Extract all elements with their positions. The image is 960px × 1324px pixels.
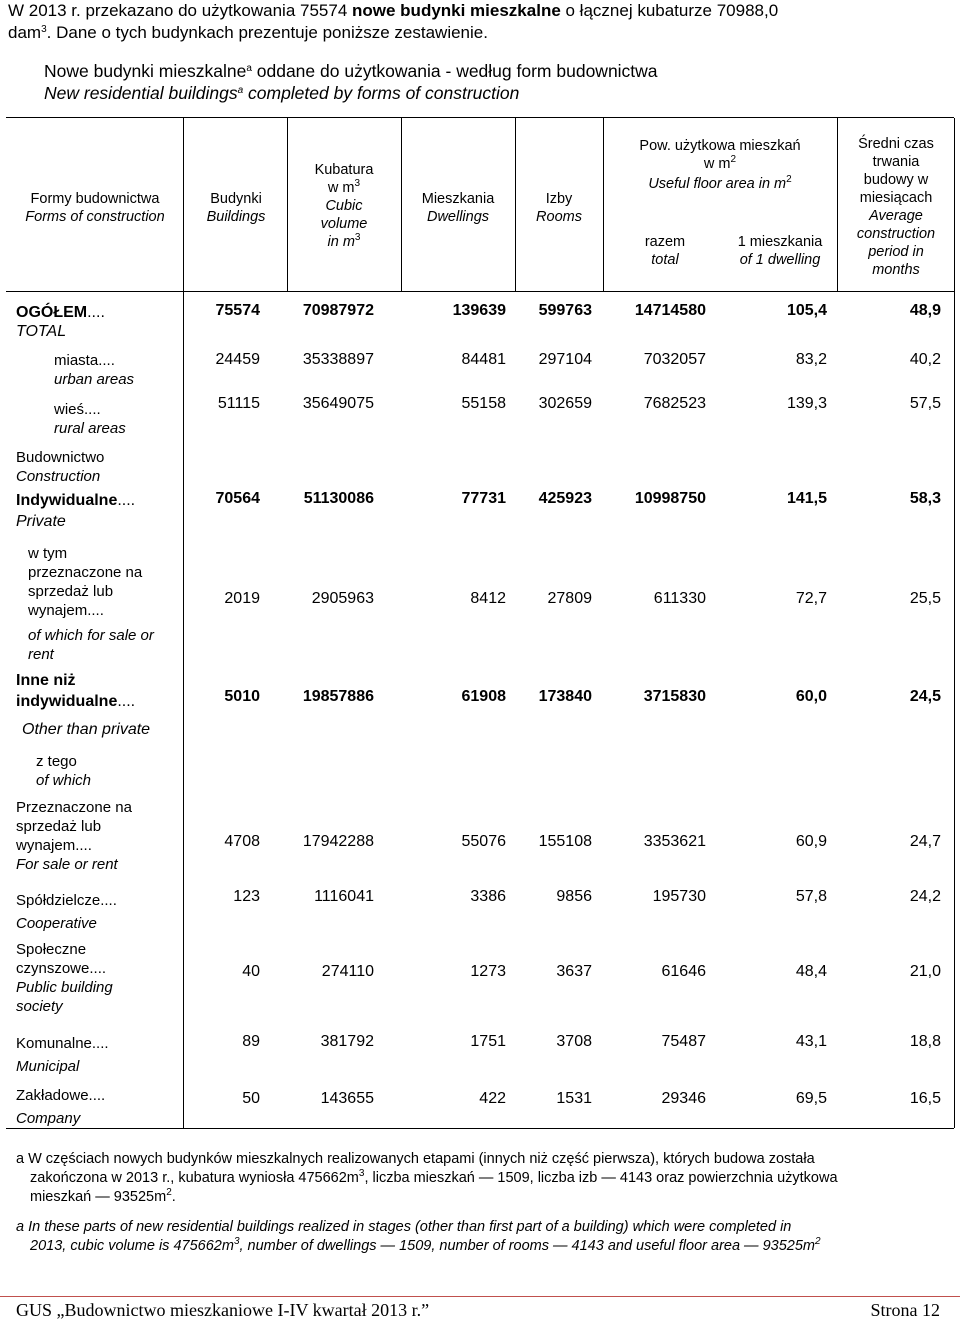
cell-dwellings: 1751 [470, 1033, 506, 1050]
table-row-total [184, 302, 944, 324]
cell-dwellings: 77731 [461, 490, 506, 507]
label-rural [54, 400, 184, 438]
cell-avg-period: 58,3 [909, 490, 941, 507]
header-avg-en1: Average [869, 208, 923, 224]
table-row-other [184, 688, 944, 710]
cell-rooms: 155108 [538, 833, 592, 850]
label-sale [16, 798, 184, 874]
cell-buildings: 51115 [217, 395, 260, 412]
label-private-sale-pl4: wynajem [28, 602, 88, 619]
footnote-sup: 2 [814, 1236, 821, 1247]
cell-avg-period: 24,7 [909, 833, 941, 850]
header-cubic-en3: in m [327, 234, 355, 250]
label-sale-pl1: Przeznaczone na [16, 799, 132, 816]
title-en-b: completed by forms of construction [243, 83, 520, 103]
cell-floor-total: 3353621 [643, 833, 706, 850]
label-other-pl2: indywidualne [16, 693, 118, 710]
dots: .... [117, 693, 136, 710]
cell-buildings: 24459 [215, 351, 260, 368]
label-social-en2: society [16, 998, 63, 1015]
intro-text-1: W 2013 r. przekazano do użytkowania 75574 [8, 1, 352, 20]
header-floor-pl2: w m [703, 156, 731, 172]
label-construction-pl: Budownictwo [16, 449, 105, 466]
cell-cubic: 19857886 [302, 688, 374, 705]
label-private-sale-pl3: sprzedaż lub [28, 583, 114, 600]
cell-floor-total: 75487 [661, 1033, 706, 1050]
dots: .... [91, 1035, 109, 1052]
table-title-en [44, 83, 944, 104]
title-en-sup: a [237, 85, 244, 96]
cell-cubic: 1116041 [314, 888, 374, 905]
header-forms [10, 190, 180, 226]
label-social-en1: Public building [16, 979, 113, 996]
col-divider [515, 118, 516, 291]
cell-buildings: 89 [242, 1033, 260, 1050]
footnote-sup: 3 [233, 1236, 240, 1247]
footer-source: GUS „Budownictwo mieszkaniowe I-IV kwartał 2013 r.” [16, 1300, 430, 1320]
header-total [620, 233, 710, 269]
dots: .... [87, 602, 104, 619]
header-per-pl: 1 mieszkania [737, 234, 823, 250]
footnote-en-a: a In these parts of new residential buildings realized in stages (other than first part of a building) which were completed in [16, 1219, 792, 1235]
table-row-private [184, 490, 944, 512]
cell-buildings: 50 [242, 1090, 260, 1107]
header-cubic-pl1: Kubatura [314, 162, 374, 178]
dots: .... [100, 892, 117, 909]
footnote-pl [16, 1150, 941, 1207]
cell-floor-per-dwelling: 60,9 [795, 833, 827, 850]
header-rooms-en: Rooms [536, 209, 582, 225]
table-top-rule [6, 117, 954, 118]
label-total-en: TOTAL [16, 323, 67, 340]
col-divider [603, 118, 604, 291]
header-avg-en4: months [872, 262, 920, 278]
header-forms-pl: Formy budownictwa [30, 191, 160, 207]
title-pl-sup: a [246, 63, 252, 74]
page-footer [16, 1300, 940, 1321]
header-dwellings-en: Dwellings [426, 209, 490, 225]
label-urban-en: urban areas [54, 371, 135, 388]
cell-buildings: 40 [242, 963, 260, 980]
header-total-pl: razem [644, 234, 686, 250]
table-row-sale [184, 833, 944, 855]
dots: .... [75, 837, 92, 854]
cell-dwellings: 61908 [461, 688, 506, 705]
footnote-sup: 2 [166, 1187, 172, 1198]
dots: .... [84, 401, 101, 418]
cell-floor-per-dwelling: 141,5 [786, 490, 827, 507]
header-avg-en3: period in [868, 244, 924, 260]
table-row-social [184, 963, 944, 985]
header-rooms [518, 190, 600, 226]
header-per-dwelling [722, 233, 838, 269]
cell-avg-period: 57,5 [909, 395, 941, 412]
footnote-pl-e: . [171, 1189, 176, 1205]
dots: .... [117, 492, 136, 509]
label-urban-pl: miasta [54, 352, 99, 369]
label-private-pl: Indywidualne [16, 492, 118, 509]
cell-rooms: 9856 [556, 888, 592, 905]
cell-dwellings: 55158 [461, 395, 506, 412]
cell-floor-total: 29346 [661, 1090, 706, 1107]
cell-dwellings: 55076 [461, 833, 506, 850]
footnote-pl-b: zakończona w 2013 r., kubatura wyniosła 475662m [30, 1170, 359, 1186]
cell-cubic: 143655 [320, 1090, 374, 1107]
header-avg-period [840, 135, 952, 279]
label-ofwhich-en: of which [36, 772, 92, 789]
title-pl-b: oddane do użytkowania - według form budownictwa [251, 61, 658, 81]
col-divider [954, 118, 955, 1128]
cell-avg-period: 40,2 [909, 351, 941, 368]
table-row-rural [184, 395, 944, 417]
title-en-a: New residential buildings [44, 83, 238, 103]
intro-text-2: o łącznej kubaturze 70988,0 [560, 1, 779, 20]
header-avg-en2: construction [856, 226, 936, 242]
table-row-urban [184, 351, 944, 373]
header-dwellings [404, 190, 512, 226]
cell-cubic: 17942288 [302, 833, 374, 850]
cell-dwellings: 139639 [452, 302, 506, 319]
label-private-sale [28, 544, 184, 664]
label-total [16, 303, 184, 341]
cell-floor-per-dwelling: 57,8 [795, 888, 827, 905]
cell-buildings: 5010 [224, 688, 260, 705]
label-municipal-en: Municipal [16, 1058, 80, 1075]
cell-cubic: 51130086 [303, 490, 374, 507]
title-pl-a: Nowe budynki mieszkalne [44, 61, 247, 81]
intro-text-4: . Dane o tych budynkach prezentuje poniższe zestawienie. [46, 23, 488, 42]
cell-floor-total: 7032057 [643, 351, 706, 368]
col-divider [401, 118, 402, 291]
cell-rooms: 173840 [538, 688, 592, 705]
cell-buildings: 2019 [224, 590, 260, 607]
footnote-pl-c: , liczba mieszkań — 1509, liczba izb — 4143 oraz powierzchnia użytkowa [364, 1170, 838, 1186]
cell-rooms: 3708 [556, 1033, 592, 1050]
footnote-pl-d: mieszkań — 93525m [30, 1189, 167, 1205]
header-avg-pl2: trwania [872, 154, 920, 170]
header-forms-en: Forms of construction [25, 209, 165, 225]
cell-floor-per-dwelling: 60,0 [795, 688, 827, 705]
cell-cubic: 274110 [321, 963, 374, 980]
cell-avg-period: 24,2 [909, 888, 941, 905]
header-avg-pl1: Średni czas [858, 136, 934, 152]
label-social [16, 940, 184, 1016]
cell-buildings: 4708 [224, 833, 260, 850]
label-private-sale-en2: rent [28, 646, 54, 663]
cell-avg-period: 25,5 [909, 590, 941, 607]
header-sup: 3 [354, 232, 361, 243]
cell-rooms: 1531 [556, 1090, 592, 1107]
label-social-pl2: czynszowe [16, 960, 90, 977]
label-private-en: Private [16, 513, 66, 530]
footnote-en-b: 2013, cubic volume is 475662m [30, 1238, 234, 1254]
header-rooms-pl: Izby [545, 191, 573, 207]
col-divider [287, 118, 288, 291]
label-other-pl1: Inne niż [16, 672, 76, 689]
cell-floor-per-dwelling: 43,1 [795, 1033, 827, 1050]
header-avg-pl4: miesiącach [859, 190, 933, 206]
label-other [16, 670, 184, 740]
cell-cubic: 35649075 [302, 395, 374, 412]
footnote-en [16, 1218, 941, 1256]
cell-cubic: 70987972 [302, 302, 374, 319]
cell-dwellings: 1273 [470, 963, 506, 980]
label-total-pl: OGÓŁEM [16, 304, 88, 321]
dots: .... [89, 960, 107, 977]
header-cubic-en2: volume [320, 216, 368, 232]
header-buildings [188, 190, 284, 226]
header-cubic-pl2: w m [327, 180, 355, 196]
cell-avg-period: 16,5 [909, 1090, 941, 1107]
header-floor-area [606, 137, 834, 193]
cell-floor-per-dwelling: 48,4 [795, 963, 827, 980]
label-sale-pl3: wynajem [16, 837, 76, 854]
footer-rule [0, 1296, 960, 1297]
header-buildings-en: Buildings [206, 209, 266, 225]
cell-dwellings: 8412 [470, 590, 506, 607]
label-municipal [16, 1032, 184, 1078]
label-private-sale-en1: of which for sale or [28, 627, 154, 644]
header-avg-pl3: budowy w [863, 172, 929, 188]
header-cubic-en1: Cubic [325, 198, 363, 214]
header-floor-pl1: Pow. użytkowa mieszkań [639, 138, 801, 154]
cell-floor-per-dwelling: 72,7 [795, 590, 827, 607]
label-other-en: Other than private [22, 721, 151, 738]
header-dwellings-pl: Mieszkania [421, 191, 495, 207]
cell-floor-per-dwelling: 139,3 [786, 395, 827, 412]
intro-text-3: dam [8, 23, 42, 42]
label-private-sale-pl2: przeznaczone na [28, 564, 143, 581]
table-row-private-sale [184, 590, 944, 612]
header-sup: 3 [354, 178, 361, 189]
dots: .... [88, 1087, 106, 1104]
cell-rooms: 599763 [538, 302, 592, 319]
cell-floor-total: 14714580 [634, 302, 706, 319]
header-total-en: total [651, 252, 679, 268]
cell-avg-period: 24,5 [909, 688, 941, 705]
footnote-en-c: , number of dwellings — 1509, number of rooms — 4143 and useful floor area — 93525m [239, 1238, 815, 1254]
cell-avg-period: 48,9 [909, 302, 941, 319]
label-ofwhich-pl: z tego [36, 753, 77, 770]
table-row-coop [184, 888, 944, 910]
table-row-municipal [184, 1033, 944, 1055]
cell-cubic: 381792 [320, 1033, 374, 1050]
header-sup: 2 [786, 174, 792, 185]
label-urban [54, 351, 184, 389]
cell-rooms: 27809 [547, 590, 592, 607]
cell-dwellings: 3386 [470, 888, 506, 905]
cell-rooms: 425923 [538, 490, 592, 507]
table-title-pl [44, 61, 944, 82]
label-coop-pl: Spółdzielcze [16, 892, 101, 909]
table-header-rule [6, 291, 954, 292]
intro-paragraph [8, 0, 953, 44]
cell-floor-total: 10998750 [634, 490, 706, 507]
label-rural-pl: wieś [54, 401, 85, 418]
label-company [16, 1084, 184, 1130]
label-social-pl1: Społeczne [16, 941, 87, 958]
cell-floor-total: 611330 [653, 590, 706, 607]
label-municipal-pl: Komunalne [16, 1035, 92, 1052]
cell-floor-total: 3715830 [643, 688, 706, 705]
label-sale-en: For sale or rent [16, 856, 118, 873]
cell-rooms: 302659 [538, 395, 592, 412]
header-floor-en: Useful floor area in m [648, 176, 787, 192]
intro-sup: 3 [41, 24, 47, 35]
header-buildings-pl: Budynki [210, 191, 262, 207]
label-sale-pl2: sprzedaż lub [16, 818, 102, 835]
intro-bold: nowe budynki mieszkalne [352, 1, 561, 20]
header-per-en: of 1 dwelling [739, 252, 821, 268]
label-construction-en: Construction [16, 468, 101, 485]
footnote-pl-a: a W częściach nowych budynków mieszkalnych realizowanych etapami (innych niż część pierwsza), których budowa została [16, 1151, 815, 1167]
cell-buildings: 75574 [215, 302, 260, 319]
header-sup: 2 [730, 154, 737, 165]
cell-cubic: 2905963 [311, 590, 374, 607]
cell-dwellings: 84481 [461, 351, 506, 368]
dots: .... [98, 352, 115, 369]
cell-floor-per-dwelling: 69,5 [795, 1090, 827, 1107]
cell-floor-per-dwelling: 105,4 [786, 302, 827, 319]
table-row-company [184, 1090, 944, 1112]
cell-avg-period: 18,8 [909, 1033, 941, 1050]
dots: .... [87, 304, 105, 321]
label-rural-en: rural areas [54, 420, 126, 437]
label-private [16, 490, 184, 532]
label-company-pl: Zakładowe [16, 1087, 89, 1104]
footnote-sup: 3 [358, 1168, 365, 1179]
cell-floor-total: 195730 [652, 888, 706, 905]
footer-page-number: Strona 12 [870, 1300, 940, 1320]
cell-cubic: 35338897 [302, 351, 374, 368]
cell-dwellings: 422 [479, 1090, 506, 1107]
cell-buildings: 123 [233, 888, 260, 905]
label-construction [16, 448, 184, 486]
label-coop [16, 889, 184, 935]
header-cubic [290, 161, 398, 251]
cell-rooms: 3637 [556, 963, 592, 980]
cell-floor-total: 7682523 [643, 395, 706, 412]
label-of-which [36, 752, 184, 790]
label-private-sale-pl1: w tym [28, 545, 68, 562]
label-company-en: Company [16, 1110, 81, 1127]
cell-rooms: 297104 [538, 351, 592, 368]
cell-floor-per-dwelling: 83,2 [795, 351, 827, 368]
cell-buildings: 70564 [215, 490, 260, 507]
label-coop-en: Cooperative [16, 915, 97, 932]
cell-floor-total: 61646 [661, 963, 706, 980]
cell-avg-period: 21,0 [909, 963, 941, 980]
